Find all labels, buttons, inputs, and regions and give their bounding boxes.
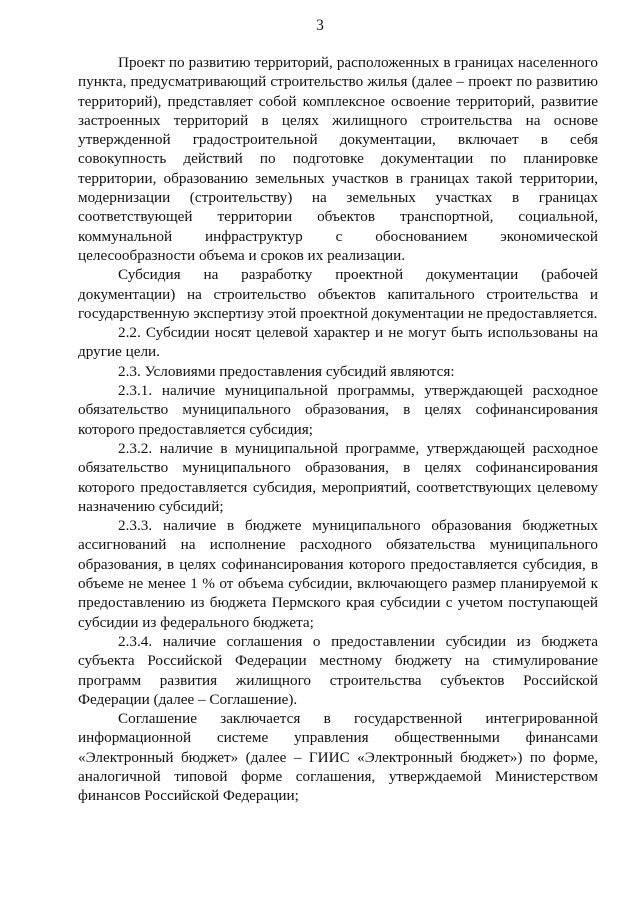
paragraph-2-2: 2.2. Субсидии носят целевой характер и не могут быть использованы на другие цели.: [78, 324, 598, 361]
paragraph-2-3-2: 2.3.2. наличие в муниципальной программе, утверждающей расходное обязательство муниципального образования, в целях софинансирования которого предоставляется субсидия, мероприятий, соответствующих целевому назначению субсидий;: [78, 439, 598, 515]
paragraph-2-3-3: 2.3.3. наличие в бюджете муниципального образования бюджетных ассигнований на исполнение расходного обязательства муниципального образования, в целях софинансирования которого предоставляется субсидия, в объеме не менее 1 % от объема субсидии, включающего размер планируемой к предоставлению из бюджета Пермского края субсидии с учетом поступающей субсидии из федерального бюджета;: [78, 517, 598, 631]
paragraph-project-definition: Проект по развитию территорий, расположенных в границах населенного пункта, предусматривающий строительство жилья (далее – проект по развитию территорий), представляет собой комплексное освоение территорий, развитие застроенных территорий в целях жилищного строительства на основе утвержденной градостроительной документации, включает в себя совокупность действий по подготовке документации по планировке территории, образованию земельных участков в границах такой территории, модернизации (строительству) на земельных участках в границах соответствующей территории объектов транспортной, социальной, коммунальной инфраструктур с обоснованием экономической целесообразности объема и сроков их реализации.: [78, 54, 598, 264]
paragraph-2-3-4: 2.3.4. наличие соглашения о предоставлении субсидии из бюджета субъекта Российской Федерации местному бюджету на стимулирование программ развития жилищного строительства субъектов Российской Федерации (далее – Соглашение).: [78, 632, 598, 708]
page-number: 3: [316, 17, 324, 34]
paragraph-agreement: Соглашение заключается в государственной интегрированной информационной системе управления общественными финансами «Электронный бюджет» (далее – ГИИС «Электронный бюджет») по форме, аналогичной типовой форме соглашения, утверждаемой Министерством финансов Российской Федерации;: [78, 710, 598, 805]
paragraph-2-3-1: 2.3.1. наличие муниципальной программы, утверждающей расходное обязательство муниципального образования, в целях софинансирования которого предоставляется субсидия;: [78, 382, 598, 438]
paragraph-2-3: 2.3. Условиями предоставления субсидий являются:: [118, 362, 455, 380]
paragraph-subsidy-exclusion: Субсидия на разработку проектной документации (рабочей документации) на строительство объектов капитального строительства и государственную экспертизу этой проектной документации не предоставляется.: [78, 266, 598, 322]
document-body: [78, 53, 598, 806]
